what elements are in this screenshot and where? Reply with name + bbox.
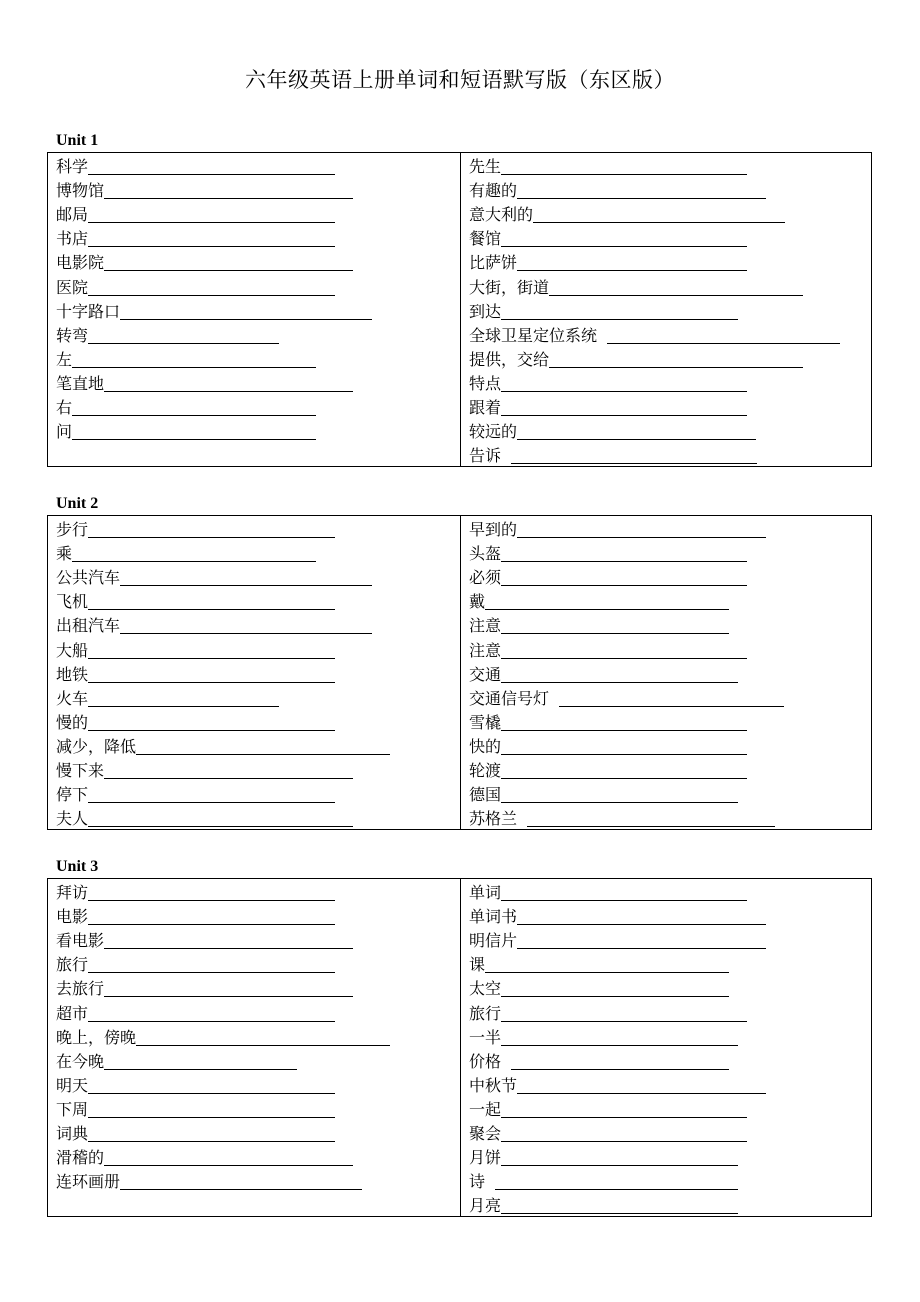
vocab-term: 电影	[56, 907, 89, 927]
vocab-row	[469, 1193, 871, 1217]
vocab-term: 早到的	[469, 520, 518, 540]
vocab-term: 餐馆	[469, 229, 502, 249]
unit-3-label: Unit 3	[56, 858, 99, 875]
vocab-row	[469, 1145, 871, 1169]
vocab-row	[56, 637, 460, 661]
unit-1-label: Unit 1	[56, 132, 99, 149]
vocab-row	[56, 928, 460, 952]
vocab-row	[469, 1073, 871, 1097]
answer-blank[interactable]	[527, 825, 775, 827]
unit-1-left-column	[48, 153, 460, 466]
answer-blank[interactable]	[88, 1092, 335, 1094]
vocab-term: 到达	[469, 301, 502, 321]
vocab-term: 较远的	[469, 422, 518, 442]
vocab-row	[56, 1169, 460, 1193]
vocab-row	[56, 1049, 460, 1073]
vocab-row	[56, 419, 460, 443]
vocab-row	[469, 347, 871, 371]
answer-blank[interactable]	[88, 245, 335, 247]
answer-blank[interactable]	[88, 825, 353, 827]
answer-blank[interactable]	[120, 1188, 362, 1190]
answer-blank[interactable]	[517, 536, 766, 538]
vocab-term: 旅行	[469, 1003, 502, 1023]
vocab-term: 公共汽车	[56, 568, 121, 588]
vocab-row	[56, 154, 460, 178]
vocab-row	[469, 395, 871, 419]
vocab-term: 注意	[469, 616, 502, 636]
vocab-row	[469, 154, 871, 178]
vocab-term: 德国	[469, 785, 502, 805]
answer-blank[interactable]	[72, 438, 316, 440]
vocab-term: 停下	[56, 785, 89, 805]
vocab-term: 快的	[469, 736, 502, 756]
vocab-term: 减少，降低	[56, 736, 137, 756]
vocab-row	[469, 565, 871, 589]
answer-blank[interactable]	[501, 1044, 738, 1046]
vocab-term: 太空	[469, 979, 502, 999]
unit-3-right-column	[460, 879, 871, 1216]
answer-blank[interactable]	[501, 899, 747, 901]
vocab-term: 慢的	[56, 712, 89, 732]
vocab-row	[56, 589, 460, 613]
vocab-row	[56, 880, 460, 904]
vocab-term: 雪橇	[469, 712, 502, 732]
vocab-row	[469, 806, 871, 830]
answer-blank[interactable]	[549, 366, 803, 368]
vocab-row	[56, 686, 460, 710]
vocab-term: 月饼	[469, 1148, 502, 1168]
vocab-row	[469, 1049, 871, 1073]
vocab-row	[469, 928, 871, 952]
vocab-row	[56, 662, 460, 686]
answer-blank[interactable]	[88, 729, 335, 731]
vocab-row	[469, 541, 871, 565]
vocab-term: 邮局	[56, 205, 89, 225]
vocab-row	[56, 1145, 460, 1169]
vocab-term: 注意	[469, 640, 502, 660]
answer-blank[interactable]	[136, 753, 390, 755]
vocab-row	[56, 613, 460, 637]
answer-blank[interactable]	[72, 560, 316, 562]
answer-blank[interactable]	[501, 414, 747, 416]
vocab-term: 明天	[56, 1075, 89, 1095]
answer-blank[interactable]	[517, 1092, 766, 1094]
answer-blank[interactable]	[501, 995, 729, 997]
unit-1-right-column	[460, 153, 871, 466]
vocab-term: 头盔	[469, 544, 502, 564]
vocab-term: 大船	[56, 640, 89, 660]
vocab-row	[469, 226, 871, 250]
answer-blank[interactable]	[104, 1164, 353, 1166]
vocab-term: 滑稽的	[56, 1148, 105, 1168]
vocab-term: 乘	[56, 544, 73, 564]
vocab-row	[56, 1097, 460, 1121]
vocab-row	[469, 371, 871, 395]
answer-blank[interactable]	[517, 923, 766, 925]
vocab-row	[56, 806, 460, 830]
vocab-row	[56, 226, 460, 250]
vocab-term: 书店	[56, 229, 89, 249]
vocab-row	[56, 395, 460, 419]
vocab-row	[469, 589, 871, 613]
answer-blank[interactable]	[72, 414, 316, 416]
vocab-term: 笔直地	[56, 373, 105, 393]
vocab-row	[469, 1097, 871, 1121]
vocab-row	[56, 274, 460, 298]
vocab-term: 十字路口	[56, 301, 121, 321]
answer-blank[interactable]	[88, 1020, 335, 1022]
vocab-term: 看电影	[56, 931, 105, 951]
unit-1-table	[47, 152, 872, 467]
vocab-term: 聚会	[469, 1124, 502, 1144]
vocab-term: 拜访	[56, 883, 89, 903]
answer-blank[interactable]	[104, 995, 353, 997]
vocab-term: 意大利的	[469, 205, 534, 225]
vocab-term: 交通信号灯	[469, 688, 550, 708]
vocab-row	[469, 710, 871, 734]
vocab-term: 一起	[469, 1099, 502, 1119]
vocab-row	[469, 1000, 871, 1024]
vocab-row	[469, 613, 871, 637]
answer-blank[interactable]	[501, 801, 738, 803]
answer-blank[interactable]	[501, 1020, 747, 1022]
vocab-row	[469, 782, 871, 806]
vocab-row	[56, 904, 460, 928]
vocab-row	[56, 202, 460, 226]
answer-blank[interactable]	[120, 584, 372, 586]
vocab-term: 课	[469, 955, 486, 975]
vocab-row	[56, 976, 460, 1000]
vocab-term: 科学	[56, 157, 89, 177]
answer-blank[interactable]	[501, 729, 747, 731]
answer-blank[interactable]	[88, 681, 335, 683]
vocab-row	[469, 758, 871, 782]
vocab-row	[56, 565, 460, 589]
vocab-row	[469, 880, 871, 904]
answer-blank[interactable]	[88, 536, 335, 538]
vocab-row	[469, 686, 871, 710]
vocab-term: 火车	[56, 688, 89, 708]
answer-blank[interactable]	[501, 245, 747, 247]
vocab-row	[469, 1121, 871, 1145]
vocab-term: 电影院	[56, 253, 105, 273]
answer-blank[interactable]	[88, 1140, 335, 1142]
unit-2-right-column	[460, 516, 871, 829]
vocab-row	[469, 419, 871, 443]
vocab-term: 在今晚	[56, 1051, 105, 1071]
vocab-row	[56, 323, 460, 347]
vocab-term: 慢下来	[56, 761, 105, 781]
vocab-term: 月亮	[469, 1196, 502, 1216]
vocab-row	[56, 710, 460, 734]
answer-blank[interactable]	[88, 801, 335, 803]
answer-blank[interactable]	[501, 632, 729, 634]
vocab-term: 提供，交给	[469, 349, 550, 369]
answer-blank[interactable]	[104, 390, 353, 392]
unit-2-left-column	[48, 516, 460, 829]
answer-blank[interactable]	[104, 1068, 297, 1070]
unit-2-label: Unit 2	[56, 495, 99, 512]
answer-blank[interactable]	[501, 1164, 738, 1166]
vocab-term: 单词	[469, 883, 502, 903]
vocab-row	[56, 734, 460, 758]
answer-blank[interactable]	[511, 462, 757, 464]
answer-blank[interactable]	[88, 342, 279, 344]
answer-blank[interactable]	[136, 1044, 390, 1046]
vocab-row	[469, 734, 871, 758]
vocab-term: 比萨饼	[469, 253, 518, 273]
vocab-row	[469, 517, 871, 541]
answer-blank[interactable]	[485, 608, 729, 610]
answer-blank[interactable]	[120, 318, 372, 320]
vocab-term: 单词书	[469, 907, 518, 927]
answer-blank[interactable]	[517, 197, 766, 199]
answer-blank[interactable]	[104, 269, 353, 271]
vocab-row	[56, 347, 460, 371]
vocab-term: 晚上，傍晚	[56, 1027, 137, 1047]
vocab-term: 词典	[56, 1124, 89, 1144]
vocab-row	[56, 1025, 460, 1049]
answer-blank[interactable]	[501, 1116, 747, 1118]
vocab-row	[469, 904, 871, 928]
vocab-term: 中秋节	[469, 1075, 518, 1095]
answer-blank[interactable]	[88, 971, 335, 973]
answer-blank[interactable]	[501, 173, 747, 175]
vocab-term: 一半	[469, 1027, 502, 1047]
answer-blank[interactable]	[104, 777, 353, 779]
answer-blank[interactable]	[501, 753, 747, 755]
vocab-term: 下周	[56, 1099, 89, 1119]
vocab-row	[469, 323, 871, 347]
vocab-term: 步行	[56, 520, 89, 540]
vocab-term: 明信片	[469, 931, 518, 951]
vocab-row	[469, 952, 871, 976]
vocab-term: 大街，街道	[469, 277, 550, 297]
vocab-row	[469, 202, 871, 226]
vocab-row	[56, 517, 460, 541]
vocab-term: 连环画册	[56, 1172, 121, 1192]
vocab-term: 全球卫星定位系统	[469, 325, 598, 345]
answer-blank[interactable]	[607, 342, 840, 344]
answer-blank[interactable]	[88, 608, 335, 610]
vocab-row	[469, 662, 871, 686]
vocab-term: 问	[56, 422, 73, 442]
answer-blank[interactable]	[120, 632, 372, 634]
answer-blank[interactable]	[72, 366, 316, 368]
vocab-row	[56, 250, 460, 274]
vocab-row	[56, 1121, 460, 1145]
vocab-term: 医院	[56, 277, 89, 297]
answer-blank[interactable]	[559, 705, 784, 707]
vocab-row	[469, 637, 871, 661]
vocab-term: 价格	[469, 1051, 502, 1071]
unit-3-left-column	[48, 879, 460, 1216]
answer-blank[interactable]	[501, 681, 738, 683]
unit-3-table	[47, 878, 872, 1217]
answer-blank[interactable]	[88, 294, 335, 296]
vocab-term: 夫人	[56, 809, 89, 829]
answer-blank[interactable]	[88, 657, 335, 659]
vocab-row	[56, 758, 460, 782]
answer-blank[interactable]	[88, 173, 335, 175]
vocab-row	[469, 250, 871, 274]
vocab-term: 地铁	[56, 664, 89, 684]
vocab-row	[56, 178, 460, 202]
vocab-term: 左	[56, 349, 73, 369]
answer-blank[interactable]	[501, 560, 747, 562]
vocab-term: 去旅行	[56, 979, 105, 999]
vocab-term: 出租汽车	[56, 616, 121, 636]
vocab-row	[56, 541, 460, 565]
vocab-row	[469, 178, 871, 202]
answer-blank[interactable]	[511, 1068, 729, 1070]
unit-2-table	[47, 515, 872, 830]
answer-blank[interactable]	[517, 947, 766, 949]
vocab-row	[469, 1169, 871, 1193]
answer-blank[interactable]	[533, 221, 785, 223]
answer-blank[interactable]	[88, 221, 335, 223]
answer-blank[interactable]	[501, 1212, 738, 1214]
vocab-term: 诗	[469, 1172, 486, 1192]
answer-blank[interactable]	[88, 899, 335, 901]
answer-blank[interactable]	[501, 777, 747, 779]
vocab-term: 先生	[469, 157, 502, 177]
answer-blank[interactable]	[517, 438, 756, 440]
vocab-term: 戴	[469, 592, 486, 612]
vocab-term: 特点	[469, 373, 502, 393]
answer-blank[interactable]	[88, 923, 335, 925]
answer-blank[interactable]	[104, 197, 353, 199]
vocab-row	[56, 952, 460, 976]
vocab-term: 跟着	[469, 398, 502, 418]
vocab-row	[56, 1000, 460, 1024]
vocab-row	[469, 274, 871, 298]
answer-blank[interactable]	[104, 947, 353, 949]
page-title: 六年级英语上册单词和短语默写版（东区版）	[245, 68, 675, 92]
answer-blank[interactable]	[549, 294, 803, 296]
answer-blank[interactable]	[501, 584, 747, 586]
vocab-term: 旅行	[56, 955, 89, 975]
vocab-term: 博物馆	[56, 181, 105, 201]
vocab-row	[56, 371, 460, 395]
answer-blank[interactable]	[495, 1188, 738, 1190]
vocab-row	[469, 299, 871, 323]
answer-blank[interactable]	[501, 657, 747, 659]
vocab-term: 必须	[469, 568, 502, 588]
vocab-term: 飞机	[56, 592, 89, 612]
vocab-row	[56, 782, 460, 806]
vocab-row	[469, 976, 871, 1000]
vocab-term: 超市	[56, 1003, 89, 1023]
vocab-term: 交通	[469, 664, 502, 684]
vocab-term: 告诉	[469, 446, 502, 466]
vocab-row	[469, 1025, 871, 1049]
vocab-term: 苏格兰	[469, 809, 518, 829]
vocab-term: 右	[56, 398, 73, 418]
answer-blank[interactable]	[501, 318, 738, 320]
vocab-term: 轮渡	[469, 761, 502, 781]
vocab-row	[469, 443, 871, 467]
vocab-row	[56, 1073, 460, 1097]
vocab-term: 有趣的	[469, 181, 518, 201]
answer-blank[interactable]	[88, 1116, 335, 1118]
answer-blank[interactable]	[501, 390, 747, 392]
vocab-row	[56, 299, 460, 323]
answer-blank[interactable]	[485, 971, 729, 973]
answer-blank[interactable]	[517, 269, 747, 271]
answer-blank[interactable]	[88, 705, 279, 707]
vocab-term: 转弯	[56, 325, 89, 345]
answer-blank[interactable]	[501, 1140, 747, 1142]
